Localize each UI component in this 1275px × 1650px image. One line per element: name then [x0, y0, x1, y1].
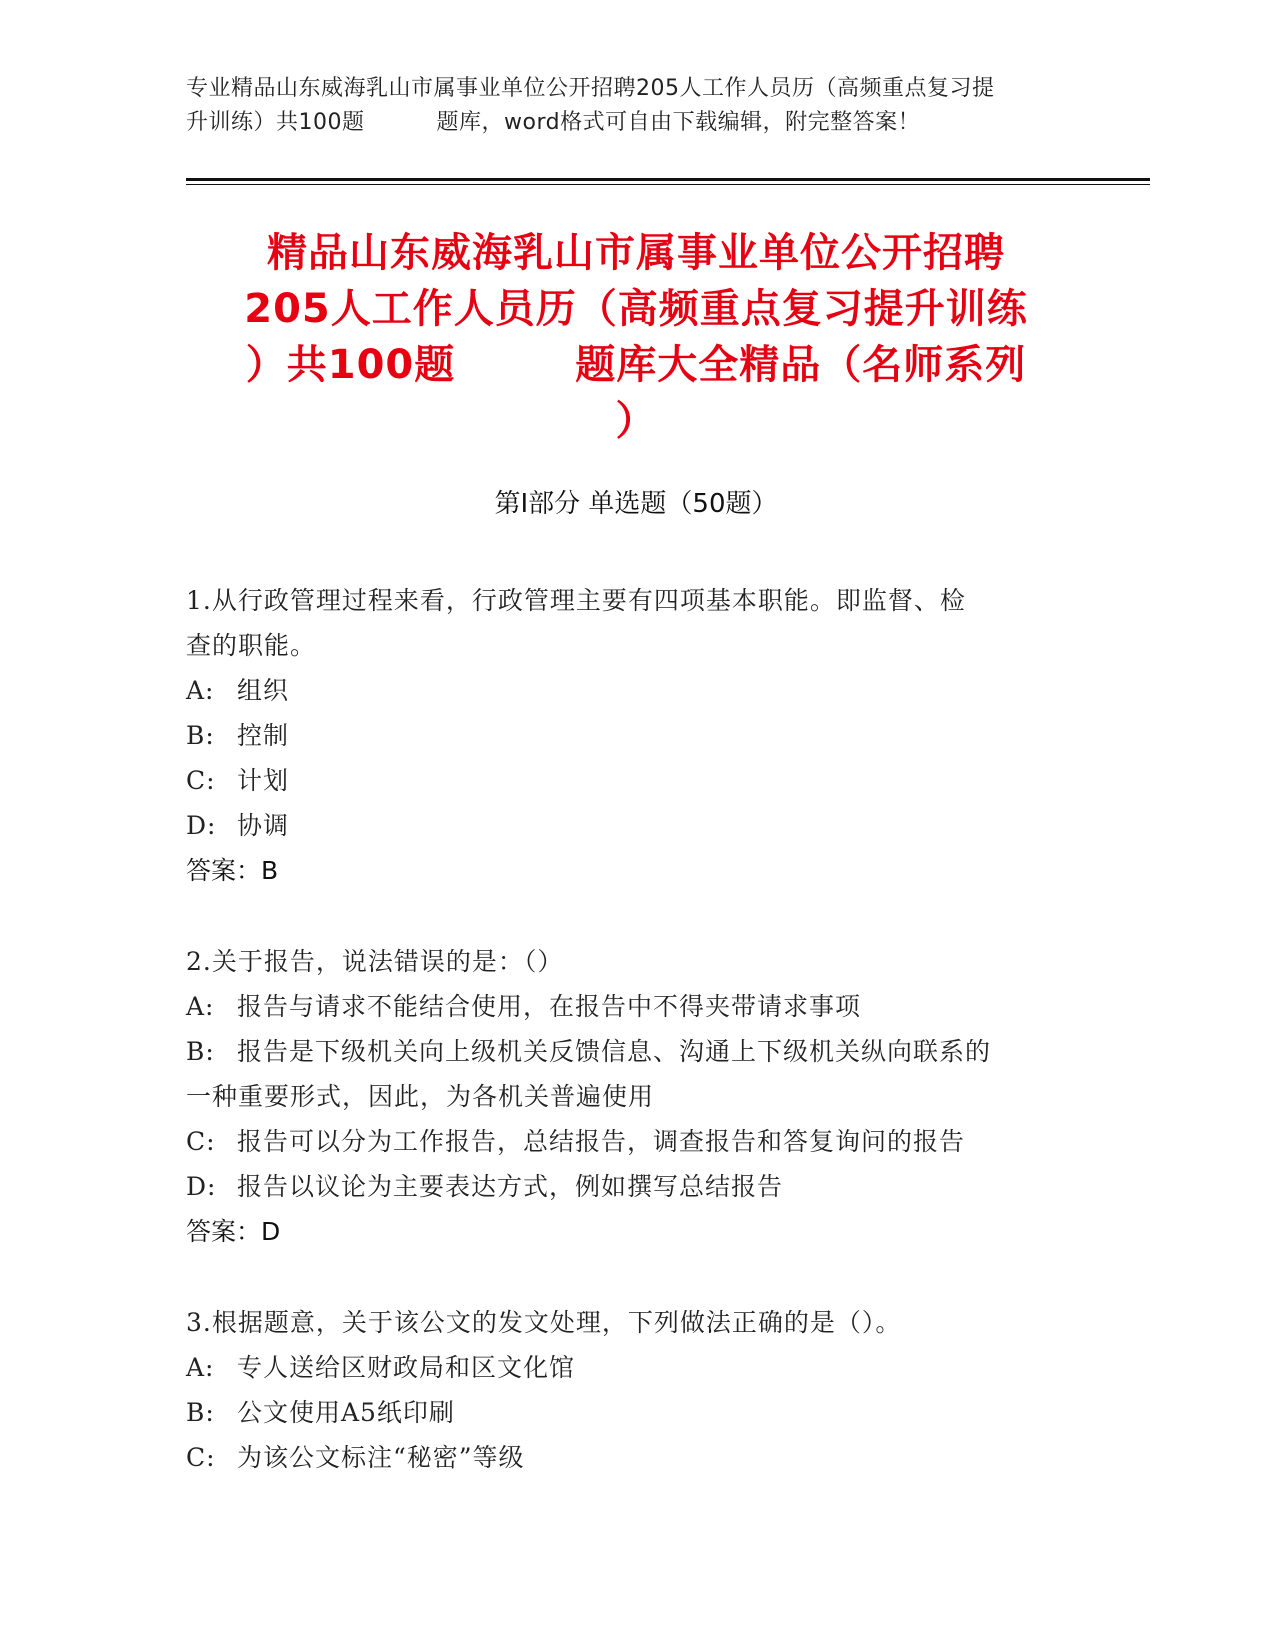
option-text: 组织 — [236, 676, 289, 705]
option-d — [186, 803, 1086, 848]
option-a — [186, 984, 1086, 1029]
option-key: B: — [186, 721, 215, 750]
option-text: 报告可以分为工作报告，总结报告，调查报告和答复询问的报告 — [236, 1127, 965, 1156]
section-title: 第Ⅰ部分 单选题（50题） — [494, 489, 778, 519]
option-b — [186, 713, 1086, 758]
header-line-2 — [186, 106, 1086, 140]
header-divider-thin — [186, 184, 1150, 185]
option-key: C: — [186, 766, 216, 795]
option-c — [186, 1435, 1086, 1480]
option-text: 控制 — [236, 721, 289, 750]
option-b-cont — [186, 1074, 1086, 1119]
option-key: A: — [186, 676, 215, 705]
header-divider-thick — [186, 178, 1150, 181]
option-key: D: — [186, 1172, 217, 1201]
option-text: 报告以议论为主要表达方式，例如撰写总结报告 — [236, 1172, 783, 1201]
option-text: 报告与请求不能结合使用，在报告中不得夹带请求事项 — [236, 992, 861, 1021]
option-key: D: — [186, 811, 217, 840]
title-line-4: ） — [615, 398, 657, 444]
question-stem: 2.关于报告，说法错误的是：（） — [186, 947, 564, 976]
question-stem-cont: 查的职能。 — [186, 631, 317, 660]
question-list — [186, 578, 1086, 1526]
answer: 答案：D — [186, 1217, 281, 1246]
title-line-3a: ）共100题 — [245, 342, 456, 388]
option-key: A: — [186, 992, 215, 1021]
option-key: A: — [186, 1353, 215, 1382]
option-c — [186, 758, 1086, 803]
header-line-1: 专业精品山东威海乳山市属事业单位公开招聘205人工作人员历（高频重点复习提 — [186, 76, 995, 101]
title-line-3b: 题库大全精品（名师系列 — [575, 342, 1027, 388]
option-key: C: — [186, 1443, 216, 1472]
answer: 答案：B — [186, 856, 279, 885]
question-stem: 3.根据题意，关于该公文的发文处理，下列做法正确的是（）。 — [186, 1308, 902, 1337]
option-text: 公文使用A5纸印刷 — [236, 1398, 455, 1427]
option-text: 专人送给区财政局和区文化馆 — [236, 1353, 575, 1382]
question-1 — [186, 578, 1086, 893]
option-a — [186, 1345, 1086, 1390]
option-a — [186, 668, 1086, 713]
title-line-2: 205人工作人员历（高频重点复习提升训练 — [244, 286, 1028, 332]
option-b — [186, 1390, 1086, 1435]
document-header — [186, 72, 1086, 140]
question-2 — [186, 939, 1086, 1254]
option-key: B: — [186, 1398, 215, 1427]
option-key: C: — [186, 1127, 216, 1156]
option-text: 为该公文标注“秘密”等级 — [236, 1443, 525, 1472]
header-line-2a: 升训练）共100题 — [186, 110, 365, 135]
page-title — [186, 225, 1086, 449]
option-d — [186, 1164, 1086, 1209]
option-text: 一种重要形式，因此，为各机关普遍使用 — [186, 1082, 655, 1111]
header-line-2b: 题库，word格式可自由下载编辑，附完整答案！ — [436, 110, 921, 135]
option-c — [186, 1119, 1086, 1164]
option-text: 报告是下级机关向上级机关反馈信息、沟通上下级机关纵向联系的 — [236, 1037, 991, 1066]
question-stem: 1.从行政管理过程来看，行政管理主要有四项基本职能。即监督、检 — [186, 586, 966, 615]
option-key: B: — [186, 1037, 215, 1066]
option-text: 计划 — [236, 766, 289, 795]
title-line-1: 精品山东威海乳山市属事业单位公开招聘 — [267, 230, 1005, 276]
option-b — [186, 1029, 1086, 1074]
option-text: 协调 — [236, 811, 289, 840]
question-3 — [186, 1300, 1086, 1480]
title-line-3 — [186, 337, 1086, 393]
